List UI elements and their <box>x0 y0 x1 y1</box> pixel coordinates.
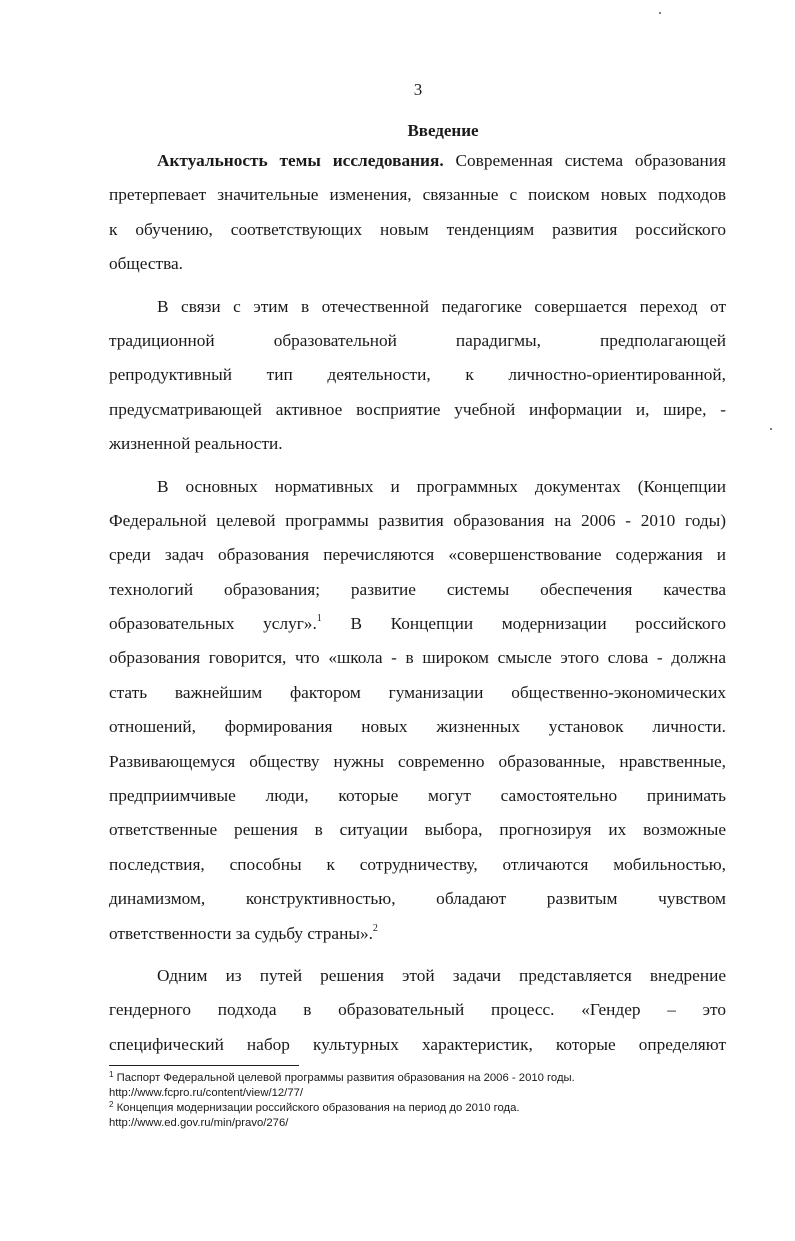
text-line: ответственные решения в ситуации выбора, прогнозируя их возможные <box>109 820 726 840</box>
text-span: В Концепции модернизации российского <box>321 614 726 634</box>
text-line: предприимчивые люди, которые могут самостоятельно принимать <box>109 786 726 806</box>
text-line: технологий образования; развитие системы обеспечения качества <box>109 579 726 599</box>
footnote-1-url: http://www.fcpro.ru/content/view/12/77/ <box>109 1087 304 1099</box>
text-line: Одним из путей решения этой задачи представляется внедрение <box>157 965 726 985</box>
footnote-ref: 1 <box>316 613 322 625</box>
text-line: к обучению, соответствующих новым тенденциям развития российского <box>109 219 726 239</box>
page-number: 3 <box>413 80 423 99</box>
text-line: Федеральной целевой программы развития образования на 2006 - 2010 годы) <box>109 510 726 530</box>
footnote-ref: 2 <box>372 922 378 934</box>
text-line <box>109 144 726 178</box>
footnote-mark: 2 <box>109 1100 114 1109</box>
text-line: отношений, формирования новых жизненных установок личности. <box>109 717 726 737</box>
footnote-2 <box>109 1101 726 1116</box>
text-line: динамизмом, конструктивностью, обладают развитым чувством <box>109 889 726 909</box>
text-line: гендерного подхода в образовательный процесс. «Гендер – это <box>109 1000 726 1020</box>
bold-phrase: Актуальность темы исследования. <box>157 151 444 170</box>
text-line: среди задач образования перечисляются «совершенствование содержания и <box>109 545 726 565</box>
text-line: Развивающемуся обществу нужны современно образованные, нравственные, <box>109 751 726 771</box>
text-line: специфический набор культурных характеристик, которые определяют <box>109 1034 726 1054</box>
text-line: предусматривающей активное восприятие учебной информации и, шире, - <box>109 399 726 419</box>
text-span: ответственности за судьбу страны». <box>109 923 373 943</box>
text-line <box>109 607 726 641</box>
footnote-text: Паспорт Федеральной целевой программы развития образования на 2006 - 2010 годы. <box>113 1072 575 1084</box>
section-title: Введение <box>407 121 479 140</box>
text-line: репродуктивный тип деятельности, к личностно-ориентированной, <box>109 365 726 385</box>
text-line: образования говорится, что «школа - в широком смысле этого слова - должна <box>109 648 726 668</box>
footnotes <box>109 1071 726 1131</box>
text-line <box>109 917 726 951</box>
text-span: Современная система образования <box>443 151 726 170</box>
footnote-divider <box>109 1065 299 1066</box>
text-line: претерпевает значительные изменения, связанные с поиском новых подходов <box>109 185 726 205</box>
text-line: последствия, способны к сотрудничеству, отличаются мобильностью, <box>109 854 726 874</box>
footnote-text: Концепция модернизации российского образования на период до 2010 года. <box>113 1102 520 1114</box>
body-text <box>109 144 726 1062</box>
scan-speck <box>770 428 772 430</box>
text-line: стать важнейшим фактором гуманизации общественно-экономических <box>109 682 726 702</box>
footnote-mark: 1 <box>109 1070 114 1079</box>
text-line: традиционной образовательной парадигмы, предполагающей <box>109 330 726 350</box>
text-line: жизненной реальности. <box>109 434 283 454</box>
scan-speck <box>659 12 661 14</box>
text-span: образовательных услуг». <box>109 614 317 634</box>
text-line: В основных нормативных и программных документах (Концепции <box>157 476 726 496</box>
footnote-1 <box>109 1071 726 1086</box>
text-line: В связи с этим в отечественной педагогике совершается переход от <box>157 296 726 316</box>
footnote-2-url: http://www.ed.gov.ru/min/pravo/276/ <box>109 1117 289 1129</box>
text-line: общества. <box>109 254 183 274</box>
